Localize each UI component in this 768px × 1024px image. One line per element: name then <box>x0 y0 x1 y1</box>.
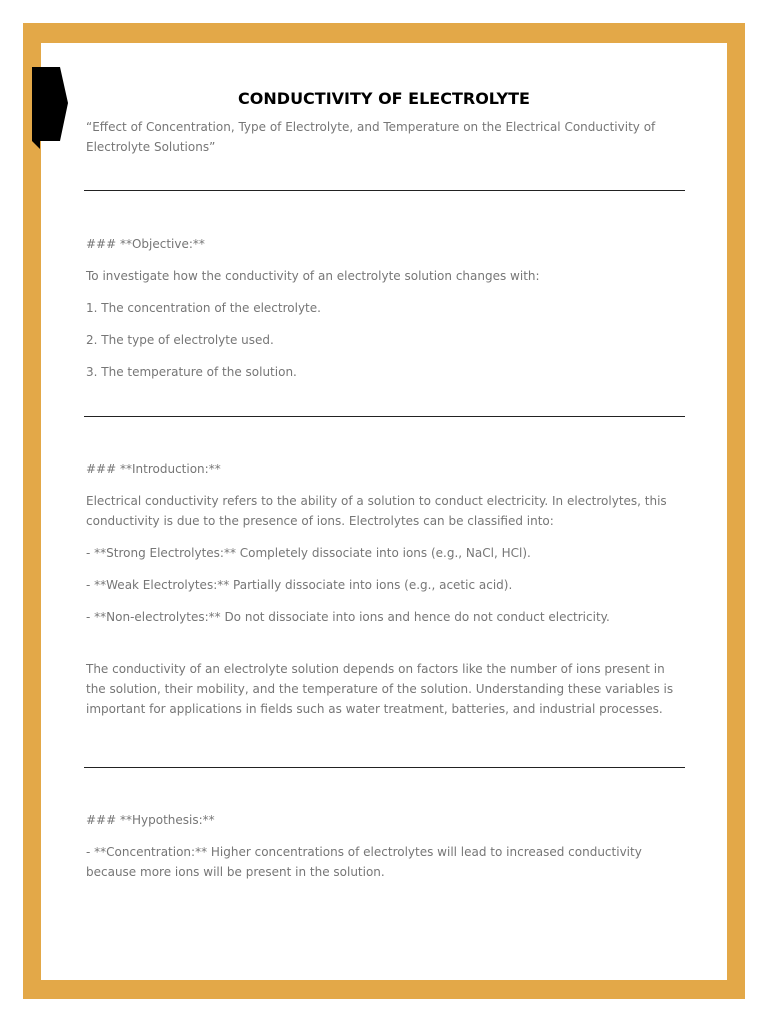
section-divider <box>84 416 685 417</box>
section-divider <box>84 767 685 768</box>
electrolyte-type-item: - **Weak Electrolytes:** Partially dissociate into ions (e.g., acetic acid). <box>86 578 513 592</box>
electrolyte-type-item: - **Strong Electrolytes:** Completely dissociate into ions (e.g., NaCl, HCl). <box>86 546 531 560</box>
page-subtitle: “Effect of Concentration, Type of Electrolyte, and Temperature on the Electrical Conductivity of Electrolyte Solutions” <box>86 120 656 154</box>
objective-item: 2. The type of electrolyte used. <box>86 333 274 347</box>
introduction-heading: ### **Introduction:** <box>86 462 221 476</box>
objective-item: 3. The temperature of the solution. <box>86 365 297 379</box>
introduction-paragraph: Electrical conductivity refers to the ability of a solution to conduct electricity. In electrolytes, this conductivity is due to the presence of ions. Electrolytes can be classified into: <box>86 494 667 528</box>
page-title: CONDUCTIVITY OF ELECTROLYTE <box>238 89 530 108</box>
objective-section <box>86 234 686 382</box>
objective-intro: To investigate how the conductivity of an electrolyte solution changes with: <box>86 269 540 283</box>
introduction-paragraph: The conductivity of an electrolyte solution depends on factors like the number of ions present in the solution, their mobility, and the temperature of the solution. Understanding these variables is important for applications in fields such as water treatment, batteries, and industrial processes. <box>86 662 674 716</box>
hypothesis-section <box>86 810 686 882</box>
hypothesis-heading: ### **Hypothesis:** <box>86 813 215 827</box>
document-header <box>86 88 686 157</box>
objective-heading: ### **Objective:** <box>86 237 205 251</box>
objective-item: 1. The concentration of the electrolyte. <box>86 301 321 315</box>
bookmark-tab-icon <box>32 67 68 149</box>
electrolyte-type-item: - **Non-electrolytes:** Do not dissociate into ions and hence do not conduct electricity. <box>86 610 610 624</box>
hypothesis-item: - **Concentration:** Higher concentrations of electrolytes will lead to increased conductivity because more ions will be present in the solution. <box>86 845 642 879</box>
section-divider <box>84 190 685 191</box>
introduction-section <box>86 459 686 719</box>
